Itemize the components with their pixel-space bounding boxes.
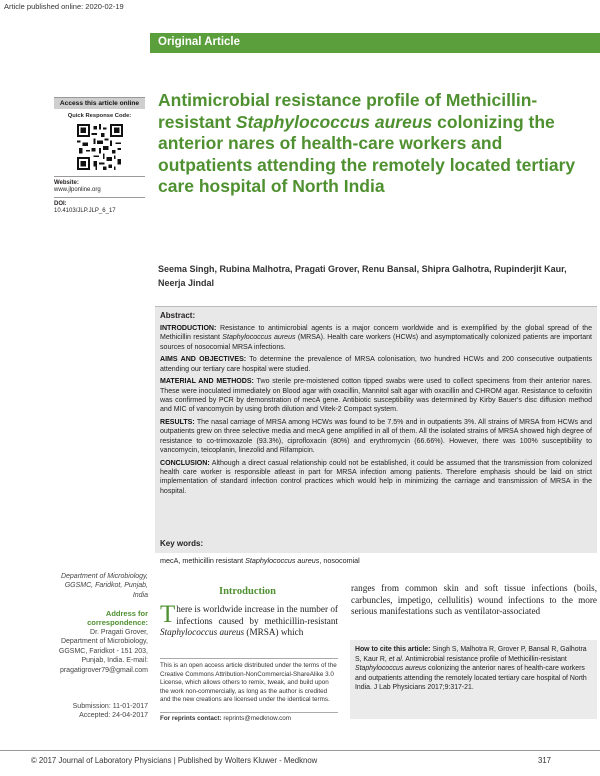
divider (54, 176, 145, 177)
website-label: Website: (54, 180, 79, 186)
introduction-text: There is worldwide increase in the number of infections caused by methicillin-resistant Staphylococcus aureus (MRSA) which (160, 601, 338, 638)
keywords-heading: Key words: (160, 539, 204, 548)
author-list: Seema Singh, Rubina Malhotra, Pragati Grover, Renu Bansal, Shipra Galhotra, Rupinderjit Kaur, Neerja Jindal (158, 264, 567, 288)
doi-value[interactable]: 10.4103/JLP.JLP_6_17 (54, 208, 116, 214)
footer-journal: © 2017 Journal of Laboratory Physicians | Published by Wolters Kluwer - Medknow (31, 756, 318, 765)
abstract-methods: MATERIAL AND METHODS: Two sterile pre-moistened cotton tipped swabs were used to collect specimens from their anterior nares. These were inoculated immediately on Blood agar with oxacillin, Mannitol salt agar with oxacillin and CHROM agar. Resistance to cefoxitin was confirmed by PCR by demonstration of mecA gene. Antibiotic susceptibility was determined by Kirby Bauer's disc diffusion method and MIC of vancomycin by using broth dilution and Vitek-2 Compact system. (160, 378, 592, 414)
access-panel (54, 97, 145, 227)
submission-dates (55, 702, 148, 721)
article-title: Antimicrobial resistance profile of Methicillin-resistant Staphylococcus aureus colonizing the anterior nares of health-care workers and outpatients attending the remotely located tertiary care hospital of North India (158, 90, 576, 196)
qr-label: Quick Response Code: (67, 113, 132, 119)
abstract-conclusion: CONCLUSION: Although a direct casual relationship could not be established, it could be assumed that the transmission from colonized health care worker is responsible atleast in part for MRSA infection among patients. Therefore emphasis should be laid on strict implementation of standard infection control practices which would help in minimizing the carriage and transmission of MRSA in the hospital. (160, 459, 592, 495)
abstract-heading: Abstract: (160, 311, 196, 320)
section-band (150, 33, 600, 53)
drop-cap: T (160, 601, 176, 628)
keywords-text: mecA, methicillin resistant Staphylococcus aureus, nosocomial (160, 556, 360, 565)
license-notice: This is an open access article distributed under the terms of the Creative Commons Attribution-NonCommercial-ShareAlike 3.0 License, which allows others to remix, tweak, and build upon the work non-commercially, as long as the author is credited and the new creations are licensed under the identical terms. (160, 658, 338, 705)
accepted-date: Accepted: 24-04-2017 (79, 712, 148, 720)
introduction-heading: Introduction (219, 586, 276, 597)
abstract-results: RESULTS: The nasal carriage of MRSA among HCWs was found to be 7.5% and in outpatients 3%. All strains of MRSA from HCWs and outpatients grew on three selective media and mecA gene amplified in all of them. All the isolated strains of MRSA showed high degree of resistance to co-trimoxazole (93.3%), ciprofloxacin (80%) and erythromycin (66.66%). However, there was 100% susceptibility to vancomycin, teicoplanin, linezolid and Rifampicin. (160, 419, 592, 455)
page-number: 317 (538, 756, 552, 765)
citation-box: How to cite this article: Singh S, Malhotra R, Grover P, Bansal R, Galhotra S, Kaur R, et al. Antimicrobial resistance profile of Methicillin-resistant Staphylococcus aureus colonizing the anterior nares of health-care workers and outpatients attending the remotely located tertiary care hospital of North India. J Lab Physicians 2017;9:317-21. (350, 640, 597, 719)
correspondence-heading: Address for correspondence: (87, 609, 148, 628)
website-link[interactable]: www.jlponline.org (54, 187, 101, 193)
doi-label: DOI: (54, 201, 67, 207)
footer-divider (0, 750, 600, 751)
submission-date: Submission: 11-01-2017 (72, 703, 148, 710)
published-date: Article published online: 2020-02-19 (4, 2, 124, 11)
divider (54, 197, 145, 198)
abstract-body (160, 324, 592, 500)
abstract-panel (155, 306, 597, 553)
correspondence-address: Dr. Pragati Grover, Department of Microbiology, GGSMC, Faridkot - 151 203, Punjab, India. E-mail: pragatigrover79@gmail.com (58, 629, 148, 674)
section-label: Original Article (158, 36, 241, 48)
reprints-contact: For reprints contact: reprints@medknow.com (160, 712, 338, 722)
abstract-introduction: INTRODUCTION: Resistance to antimicrobial agents is a major concern worldwide and is exemplified by the global spread of the Methicillin resistant Staphylococcus aureus (MRSA). Health care workers (HCWs) and asymptomatically colonized patients are important sources of nosocomial MRSA infections. (160, 325, 592, 351)
introduction-continued: ranges from common skin and soft tissue infections (boils, carbuncles, impetigo, cellulitis) wound infections to the more serious manifestations such as ventilator-associated (351, 583, 597, 617)
access-title: Access this article online (54, 98, 145, 109)
abstract-aims: AIMS AND OBJECTIVES: To determine the prevalence of MRSA colonisation, two hundred HCWs and 200 consecutive outpatients attending our tertiary care hospital were studied. (160, 356, 592, 373)
department-affiliation: Department of Microbiology, GGSMC, Faridkot, Punjab, India (60, 573, 148, 599)
qr-code-icon[interactable] (77, 124, 123, 170)
